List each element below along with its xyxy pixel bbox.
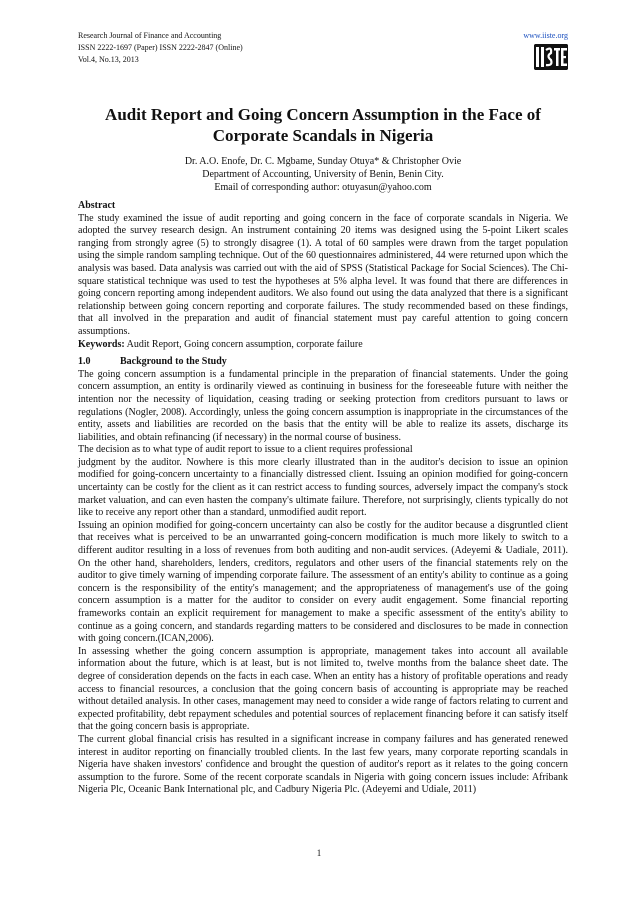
title-line-2: Corporate Scandals in Nigeria	[212, 126, 434, 145]
section-heading	[78, 356, 568, 369]
author-names: Dr. A.O. Enofe, Dr. C. Mgbame, Sunday Otuya* & Christopher Ovie	[184, 156, 462, 167]
keywords	[78, 339, 568, 352]
title-line-1: Audit Report and Going Concern Assumption in the Face of	[105, 105, 541, 124]
paragraph: The going concern assumption is a fundamental principle in the preparation of financial statements. Under the going concern assumption, an entity is ordinarily viewed as continuing in business for the foreseeable future with neither the intention nor the necessity of liquidation, ceasing trading or seeking protection from creditors pursuant to laws or regulations (Nogler, 2008). Accordingly, unless the going concern assumption is inappropriate in the circumstances of the entity, assets and liabilities are recorded on the basis that the entity will be able to realize its assets, discharge its liabilities, and obtain refinancing (if necessary) in the normal course of business.	[78, 368, 568, 443]
section-number: 1.0	[78, 356, 91, 368]
author-email: Email of corresponding author: otuyasun@yahoo.com	[214, 182, 432, 193]
section-title: Background to the Study	[120, 356, 227, 368]
paragraph: The current global financial crisis has resulted in a significant increase in company failures and has generated renewed interest in auditor reporting on financially troubled clients. In the last few years, many corporate reporting scandals in Nigeria have shaken investors' confidence and brought the question of auditor's report as it relates to the going concern assumption to the furore. Some of the recent corporate scandals in Nigeria with going concern issues include: Afribank Nigeria Plc, Oceanic Bank International plc, and Cadbury Nigeria Plc. (Adeyemi and Udiale, 2011)	[78, 733, 568, 796]
paragraph: In assessing whether the going concern assumption is appropriate, management takes into account all available information about the future, which is at least, but is not limited to, twelve months from the balance sheet date. The degree of consideration depends on the facts in each case. When an entity has a history of profitable operations and ready access to financial resources, a conclusion that the going concern basis of accounting is appropriate may be reached without detailed analysis. In other cases, management may need to consider a wide range of factors relating to current and expected profitability, debt repayment schedules and potential sources of replacement financing before it can satisfy itself that the going concern basis is appropriate.	[78, 645, 568, 733]
paper-body	[78, 200, 568, 797]
abstract-text: The study examined the issue of audit reporting and going concern in the face of corporate scandals in Nigeria. We adopted the survey research design. An instrument containing 20 items was designed using the 5-point Likert scales ranging from strongly agree (5) to strongly disagree (1). A total of 60 samples were drawn from the target population using the simple random sampling technique. Out of the 60 questionnaires administered, 44 were returned upon which the analysis was based. Data analysis was carried out with the aid of SPSS (Statistical Package for Social Sciences). The Chi-square statistical technique was used to test the hypotheses at 5% alpha level. It was found that there are differences in going concern reporting among independent auditors. We also found out using the data analyzed that there is a significant relationship between going concern reporting and corporate failures. The study recommended based on these findings, that all involved in the preparation and audit of financial statement must pay careful attention to going concern assumptions.	[78, 212, 568, 337]
journal-url-link[interactable]: www.iiste.org	[523, 31, 568, 40]
issn: ISSN 2222-1697 (Paper) ISSN 2222-2847 (Online)	[78, 43, 243, 52]
keywords-label: Keywords:	[78, 338, 125, 350]
paragraph: The decision as to what type of audit report to issue to a client requires professional	[78, 444, 413, 456]
paragraph: judgment by the auditor. Nowhere is this more clearly illustrated than in the auditor's decision to issue an opinion modified for going-concern uncertainty to a financially distressed client. Issuing an opinion modified for going-concern uncertainty can be costly for the client as it can restrict access to funding sources, adversely impact the company's stock market valuation, and can even hasten the company's ultimate failure. Therefore, not surprisingly, clients typically do not like to receive any report other than a standard, unmodified audit report.	[78, 456, 568, 519]
abstract-heading: Abstract	[78, 200, 116, 211]
volume-issue: Vol.4, No.13, 2013	[78, 55, 139, 64]
iiste-logo	[534, 44, 568, 70]
page-number: 1	[316, 848, 322, 858]
author-block	[78, 155, 568, 194]
author-affiliation: Department of Accounting, University of Benin, Benin City.	[202, 169, 444, 180]
journal-name: Research Journal of Finance and Accounting	[78, 31, 222, 40]
running-header	[78, 30, 568, 66]
paragraph: Issuing an opinion modified for going-concern uncertainty can also be costly for the auditor because a disgruntled client that receives what is perceived to be an unwarranted going-concern modification is much more likely to switch to a different auditor resulting in a loss of revenues from both auditing and non-audit services. (Adeyemi & Uadiale, 2011). On the other hand, shareholders, lenders, creditors, regulators and other users of the financial statements rely on the auditor to give timely warning of impending corporate failure. The assessment of an entity's ability to continue as a going concern is the responsibility of the entity's management; and the appropriateness of management's use of the going concern assumption is a matter for the auditor to consider on every audit engagement. Some financial reporting frameworks contain an explicit requirement for management to make a specific assessment of the entity's ability to continue as a going concern, and standards regarding matters to be considered and disclosures to be made in connection with going concern.(ICAN,2006).	[78, 519, 568, 645]
keywords-text: Audit Report, Going concern assumption, corporate failure	[126, 338, 363, 350]
paper-title	[78, 104, 568, 146]
iiste-logo-icon	[534, 44, 568, 70]
